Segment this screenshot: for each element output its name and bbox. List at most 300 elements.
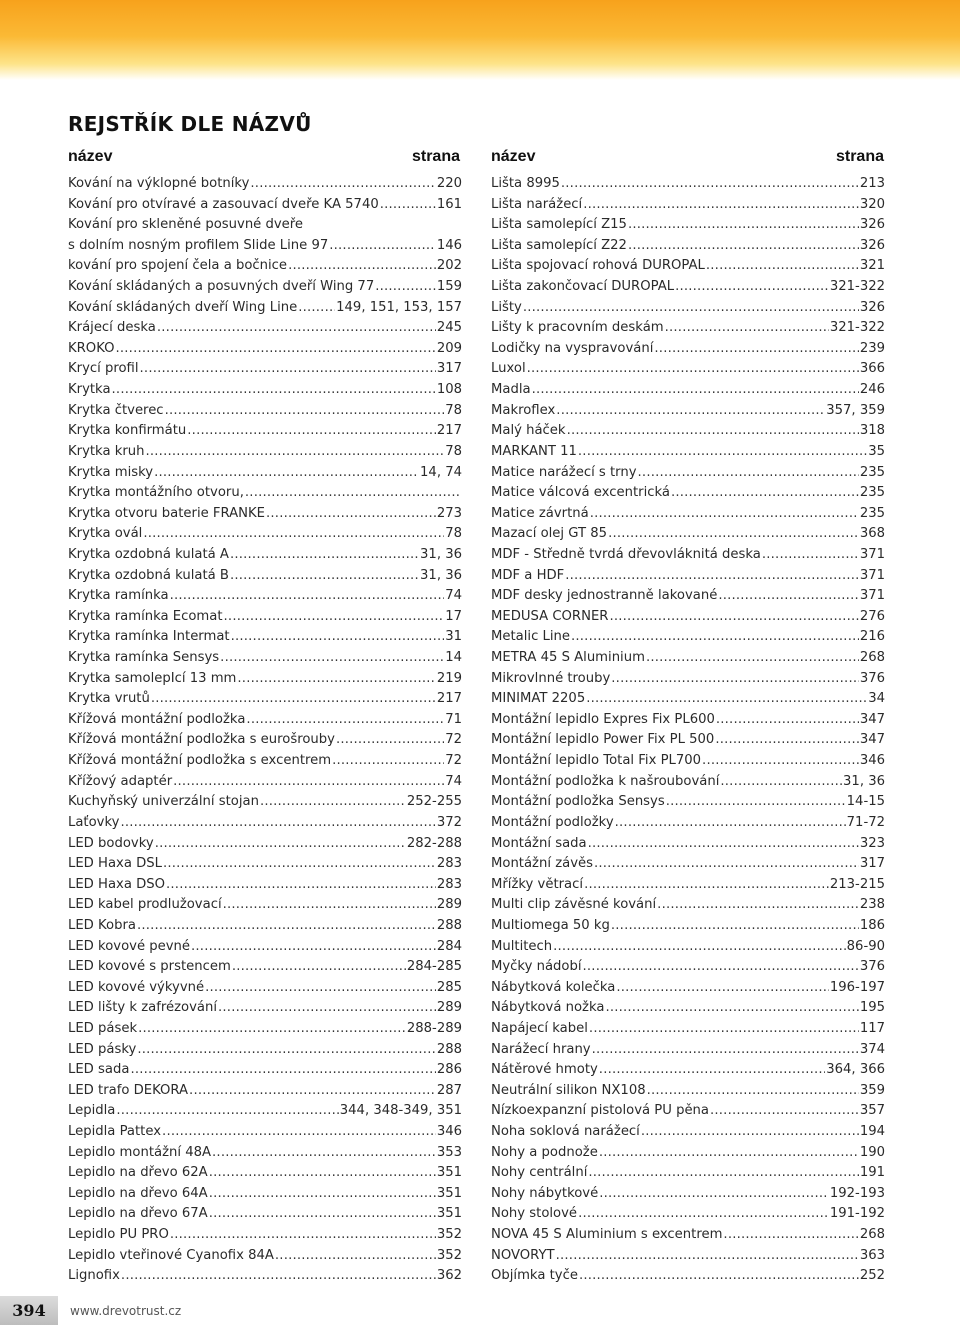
entry-name: Multi clip závěsné kování: [491, 897, 657, 913]
dot-leader: [224, 607, 445, 628]
dot-leader: [116, 339, 436, 360]
index-entry: [68, 792, 462, 813]
entry-page: 283: [436, 876, 462, 892]
index-entry: [491, 339, 885, 360]
index-entry: [491, 174, 885, 195]
entry-page: 326: [859, 299, 885, 315]
dot-leader: [675, 277, 829, 298]
dot-leader: [209, 1163, 436, 1184]
entry-page: 14: [445, 650, 462, 666]
index-entry: [491, 1019, 885, 1040]
entry-page: 357: [859, 1103, 885, 1119]
entry-page: 346: [436, 1124, 462, 1140]
dot-leader: [189, 1081, 436, 1102]
entry-name: Lepidlo na dřevo 62A: [68, 1165, 208, 1181]
index-entry: [68, 834, 462, 855]
entry-page: 352: [436, 1247, 462, 1263]
dot-leader: [209, 1184, 436, 1205]
website-url[interactable]: www.drevotrust.cz: [70, 1304, 182, 1318]
index-entry: [68, 483, 462, 504]
entry-name: MINIMAT 2205: [491, 691, 586, 707]
dot-leader: [162, 1122, 436, 1143]
index-entry: [491, 710, 885, 731]
index-entry: [68, 937, 462, 958]
entry-page: 217: [436, 423, 462, 439]
index-entry: [68, 298, 462, 319]
index-entry: [491, 236, 885, 257]
dot-leader: [209, 1204, 436, 1225]
entry-page: 35: [868, 443, 885, 459]
name-column-label: název: [491, 148, 536, 165]
entry-page: 34: [868, 691, 885, 707]
dot-leader: [336, 730, 444, 751]
dot-leader: [130, 1060, 435, 1081]
entry-page: 31: [445, 629, 462, 645]
entry-name: Noha soklová narážecí: [491, 1124, 640, 1140]
dot-leader: [567, 421, 859, 442]
entry-name: Matice narážecí s trny: [491, 464, 637, 480]
dot-leader: [230, 545, 419, 566]
entry-page: 352: [436, 1227, 462, 1243]
entry-name: Lišta spojovací rohová DUROPAL: [491, 258, 705, 274]
dot-leader: [579, 1266, 859, 1287]
dot-leader: [532, 380, 859, 401]
entry-page: 284: [436, 938, 462, 954]
entry-name: Krytka otvoru baterie FRANKE: [68, 505, 266, 521]
entry-name: Krytka: [68, 382, 111, 398]
entry-name: NOVA 45 S Aluminium s excentrem: [491, 1227, 723, 1243]
dot-leader: [140, 359, 436, 380]
entry-name: Montážní závěs: [491, 856, 593, 872]
dot-leader: [250, 174, 435, 195]
dot-leader: [187, 421, 436, 442]
entry-name: Kování pro otvíravé a zasouvací dveře KA 5740: [68, 196, 379, 212]
dot-leader: [205, 978, 436, 999]
entry-name: Krytka čtverec: [68, 402, 164, 418]
dot-leader: [588, 1163, 858, 1184]
entry-name: Montážní sada: [491, 835, 587, 851]
dot-leader: [163, 854, 436, 875]
entry-page: 351: [436, 1206, 462, 1222]
entry-name: Montážní lepidlo Expres Fix PL600: [491, 711, 715, 727]
entry-page: 320: [859, 196, 885, 212]
entry-name: Montážní lepidlo Total Fix PL700: [491, 753, 702, 769]
entry-page: 108: [436, 382, 462, 398]
entry-page: 318: [859, 423, 885, 439]
index-entry: [68, 813, 462, 834]
dot-leader: [716, 710, 859, 731]
dot-leader: [191, 937, 436, 958]
entry-name: Nohy a podnože: [491, 1144, 598, 1160]
index-entry: [68, 1101, 462, 1122]
entry-page: 282-288: [406, 835, 462, 851]
entry-page: 194: [859, 1124, 885, 1140]
entry-name: LED Kobra: [68, 917, 136, 933]
dot-leader: [223, 895, 436, 916]
dot-leader: [380, 195, 436, 216]
entry-name: Narážecí hrany: [491, 1041, 591, 1057]
entry-name: Luxol: [491, 361, 526, 377]
dot-leader: [609, 607, 858, 628]
index-entry: [68, 978, 462, 999]
dot-leader: [298, 298, 335, 319]
entry-page: 220: [436, 176, 462, 191]
dot-leader: [165, 401, 445, 422]
dot-leader: [589, 1019, 859, 1040]
index-entry: [68, 854, 462, 875]
index-entry: [491, 586, 885, 607]
entry-name: MEDUSA CORNER: [491, 608, 609, 624]
entry-page: 357, 359: [826, 402, 885, 418]
dot-leader: [553, 937, 846, 958]
index-entry: [68, 586, 462, 607]
entry-name: Lepidlo montážní 48A: [68, 1144, 212, 1160]
index-entry: [68, 751, 462, 772]
index-entry: [68, 998, 462, 1019]
entry-page: 284-285: [406, 959, 462, 975]
entry-page: 246: [859, 382, 885, 398]
index-entry: [491, 1163, 885, 1184]
entry-page: 14-15: [846, 794, 885, 810]
entry-name: LED kovové výkyvné: [68, 979, 205, 995]
entry-name: Lišty k pracovním deskám: [491, 320, 664, 336]
entry-name: Laťovky: [68, 814, 120, 830]
entry-name: Lepidlo PU PRO: [68, 1227, 169, 1243]
entry-name: KROKO: [68, 340, 115, 356]
page-column-label: strana: [411, 148, 460, 165]
index-entry: [68, 359, 462, 380]
entry-page: 71: [445, 711, 462, 727]
entry-page: 235: [859, 505, 885, 521]
index-entry: [68, 174, 462, 195]
dot-leader: [120, 813, 435, 834]
index-entry: [68, 215, 462, 236]
entry-name: Lepidlo vteřinové Cyanofix 84A: [68, 1247, 274, 1263]
index-entry: [491, 772, 885, 793]
entry-name: Krytka samolepIcí 13 mm: [68, 670, 237, 686]
index-entry: [68, 1266, 462, 1287]
entry-page: 245: [436, 320, 462, 336]
index-entry: [68, 916, 462, 937]
entry-page: 72: [445, 732, 462, 748]
entry-name: Krytka konfirmátu: [68, 423, 187, 439]
entry-name: Lepidla Pattex: [68, 1124, 162, 1140]
index-entry: [68, 339, 462, 360]
index-entry: [68, 1225, 462, 1246]
entry-name: Montážní lepidlo Power Fix PL 500: [491, 732, 715, 748]
entry-page: 239: [859, 340, 885, 356]
entry-name: Křížová montážní podložka s excentrem: [68, 753, 332, 769]
index-entry: [491, 256, 885, 277]
dot-leader: [720, 772, 842, 793]
entry-name: Lišta narážecí: [491, 196, 583, 212]
entry-page: 146: [436, 237, 462, 253]
entry-page: 186: [859, 917, 885, 933]
dot-leader: [556, 1246, 859, 1267]
dot-leader: [599, 1143, 859, 1164]
index-entry: [68, 524, 462, 545]
dot-leader: [137, 916, 436, 937]
entry-page: 14, 74: [420, 464, 462, 480]
entry-page: 351: [436, 1165, 462, 1181]
entry-page: 362: [436, 1268, 462, 1284]
dot-leader: [605, 998, 858, 1019]
dot-leader: [710, 1101, 859, 1122]
entry-page: 287: [436, 1082, 462, 1098]
entry-name: MDF - Středně tvrdá dřevovláknitá deska: [491, 546, 761, 562]
entry-name: LED kabel prodlužovací: [68, 897, 222, 913]
entry-page: 321-322: [829, 320, 885, 336]
entry-name: Matice válcová excentrická: [491, 485, 670, 501]
entry-page: 289: [436, 897, 462, 913]
index-entry: [491, 483, 885, 504]
entry-page: 371: [859, 567, 885, 583]
left-column-header: [68, 148, 460, 168]
index-entry: [68, 1204, 462, 1225]
dot-leader: [246, 710, 444, 731]
dot-leader: [173, 772, 444, 793]
index-entry: [68, 689, 462, 710]
index-entry: [491, 566, 885, 587]
index-entry: [491, 1122, 885, 1143]
entry-page: 213: [859, 176, 885, 191]
index-entry: [491, 215, 885, 236]
index-entry: [68, 566, 462, 587]
entry-page: 252-255: [406, 794, 462, 810]
entry-page: 219: [436, 670, 462, 686]
index-entry: [68, 1246, 462, 1267]
index-entry: [491, 524, 885, 545]
dot-leader: [237, 669, 435, 690]
dot-leader: [230, 566, 419, 587]
dot-leader: [702, 751, 859, 772]
dot-leader: [615, 813, 846, 834]
page-title: REJSTŘÍK DLE NÁZVŮ: [68, 112, 312, 136]
entry-page: 209: [436, 340, 462, 356]
entry-name: NOVORYT: [491, 1247, 555, 1263]
dot-leader: [155, 834, 406, 855]
index-entry: [68, 277, 462, 298]
entry-page: 217: [436, 691, 462, 707]
entry-name: Matice závrtná: [491, 505, 589, 521]
entry-page: 366: [859, 361, 885, 377]
entry-page: 195: [859, 1000, 885, 1016]
index-entry: [68, 1081, 462, 1102]
dot-leader: [599, 1060, 825, 1081]
entry-name: Nábytková nožka: [491, 1000, 605, 1016]
index-entry: [68, 1184, 462, 1205]
index-entry: [491, 730, 885, 751]
index-entry: [68, 1040, 462, 1061]
entry-name: Montážní podložka k našroubování: [491, 773, 720, 789]
entry-page: 347: [859, 711, 885, 727]
dot-leader: [146, 442, 445, 463]
dot-leader: [266, 504, 436, 525]
index-entry: [491, 1060, 885, 1081]
entry-page: 191: [859, 1165, 885, 1181]
index-entry: [68, 1143, 462, 1164]
index-entry: [68, 195, 462, 216]
index-entry: [68, 772, 462, 793]
entry-name: Mřížky větrací: [491, 876, 584, 892]
dot-leader: [561, 174, 859, 195]
entry-page: 376: [859, 959, 885, 975]
dot-leader: [718, 586, 859, 607]
entry-page: 286: [436, 1062, 462, 1078]
name-column-label: název: [68, 148, 113, 165]
entry-name: Nátěrové hmoty: [491, 1062, 598, 1078]
dot-leader: [220, 648, 444, 669]
dot-leader: [628, 215, 859, 236]
dot-leader: [592, 1040, 859, 1061]
dot-leader: [588, 834, 859, 855]
entry-page: 74: [445, 773, 462, 789]
index-entry: [491, 854, 885, 875]
index-entry: [68, 256, 462, 277]
entry-page: 268: [859, 1227, 885, 1243]
dot-leader: [565, 566, 859, 587]
dot-leader: [584, 875, 829, 896]
entry-name: LED kovové pevné: [68, 938, 191, 954]
entry-page: 31, 36: [843, 773, 885, 789]
index-entry: [491, 1184, 885, 1205]
right-index-column: [491, 174, 885, 1287]
dot-leader: [218, 998, 436, 1019]
dot-leader: [157, 318, 436, 339]
index-entry: [491, 421, 885, 442]
dot-leader: [706, 256, 859, 277]
entry-page: 216: [859, 629, 885, 645]
dot-leader: [665, 318, 829, 339]
entry-name: Napájecí kabel: [491, 1020, 588, 1036]
dot-leader: [611, 916, 859, 937]
index-entry: [68, 957, 462, 978]
entry-page: 285: [436, 979, 462, 995]
dot-leader: [288, 256, 436, 277]
entry-name: Krytka ozdobná kulatá B: [68, 567, 229, 583]
entry-name: Kování skládaných a posuvných dveří Wing 77: [68, 279, 375, 295]
entry-name: Lišta zakončovací DUROPAL: [491, 279, 675, 295]
entry-name: Lodičky na vyspravování: [491, 340, 654, 356]
entry-name: Kování pro skleněné posuvné dveře: [68, 217, 304, 233]
index-entry: [491, 359, 885, 380]
entry-page: 346: [859, 753, 885, 769]
index-entry: [491, 195, 885, 216]
index-entry: [68, 1019, 462, 1040]
entry-name: Krytka ramínka: [68, 588, 169, 604]
index-entry: [68, 1060, 462, 1081]
entry-name: Křížová montážní podložka s eurošrouby: [68, 732, 335, 748]
entry-page: 351: [436, 1185, 462, 1201]
index-entry: [68, 875, 462, 896]
dot-leader: [578, 1204, 829, 1225]
entry-page: 78: [445, 402, 462, 418]
entry-name: kování pro spojení čela a bočnice: [68, 258, 288, 274]
entry-name: Krytka ramínka Ecomat: [68, 608, 223, 624]
entry-page: 321: [859, 258, 885, 274]
entry-page: 78: [445, 526, 462, 542]
index-entry: [68, 648, 462, 669]
entry-page: 31, 36: [420, 567, 462, 583]
dot-leader: [715, 730, 859, 751]
index-entry: [68, 380, 462, 401]
dot-leader: [137, 1040, 436, 1061]
entry-name: Montážní podložka Sensys: [491, 794, 665, 810]
dot-leader: [586, 689, 867, 710]
entry-name: Lišta samolepící Z22: [491, 237, 627, 253]
entry-name: LED bodovky: [68, 835, 154, 851]
entry-name: Metalic Line: [491, 629, 570, 645]
index-entry: [491, 1204, 885, 1225]
dot-leader: [556, 401, 825, 422]
index-entry: [68, 607, 462, 628]
entry-page: 347: [859, 732, 885, 748]
dot-leader: [166, 875, 436, 896]
index-entry: [491, 1101, 885, 1122]
dot-leader: [657, 895, 859, 916]
dot-leader: [523, 298, 859, 319]
entry-page: 235: [859, 464, 885, 480]
entry-page: 288: [436, 917, 462, 933]
index-entry: [491, 627, 885, 648]
entry-page: 268: [859, 650, 885, 666]
index-entry: [491, 504, 885, 525]
entry-name: METRA 45 S Aluminium: [491, 650, 645, 666]
index-entry: [491, 875, 885, 896]
index-entry: [491, 689, 885, 710]
index-entry: [491, 648, 885, 669]
entry-name: Lišty: [491, 299, 522, 315]
entry-page: 371: [859, 546, 885, 562]
entry-page: 17: [445, 608, 462, 624]
dot-leader: [527, 359, 859, 380]
index-entry: [491, 957, 885, 978]
entry-name: Lepidla: [68, 1103, 116, 1119]
entry-page: 344, 348-349, 351: [339, 1103, 462, 1119]
index-entry: [491, 463, 885, 484]
entry-name: Krytka montážního otvoru,: [68, 485, 244, 501]
left-index-column: [68, 174, 462, 1287]
index-entry: [491, 277, 885, 298]
dot-leader: [116, 1101, 338, 1122]
entry-page: 149, 151, 153, 157: [336, 299, 462, 315]
entry-name: Objímka tyče: [491, 1268, 578, 1284]
dot-leader: [616, 978, 829, 999]
index-entry: [491, 916, 885, 937]
entry-name: Křížová montážní podložka: [68, 711, 246, 727]
index-entry: [491, 998, 885, 1019]
index-entry: [491, 1081, 885, 1102]
entry-name: Nohy nábytkové: [491, 1185, 599, 1201]
entry-name: Montážní podložky: [491, 814, 614, 830]
index-entry: [68, 236, 462, 257]
dot-leader: [599, 1184, 829, 1205]
entry-page: 317: [436, 361, 462, 377]
entry-name: Lišta samolepící Z15: [491, 217, 627, 233]
dot-leader: [245, 483, 461, 504]
dot-leader: [260, 792, 406, 813]
entry-page: 326: [859, 237, 885, 253]
dot-leader: [611, 669, 859, 690]
entry-name: MDF a HDF: [491, 567, 565, 583]
entry-page: 72: [445, 753, 462, 769]
entry-name: MARKANT 11: [491, 443, 577, 459]
entry-name: Nohy stolové: [491, 1206, 578, 1222]
entry-name: Krytka misky: [68, 464, 154, 480]
entry-page: 353: [436, 1144, 462, 1160]
entry-page: 372: [436, 814, 462, 830]
index-entry: [491, 792, 885, 813]
